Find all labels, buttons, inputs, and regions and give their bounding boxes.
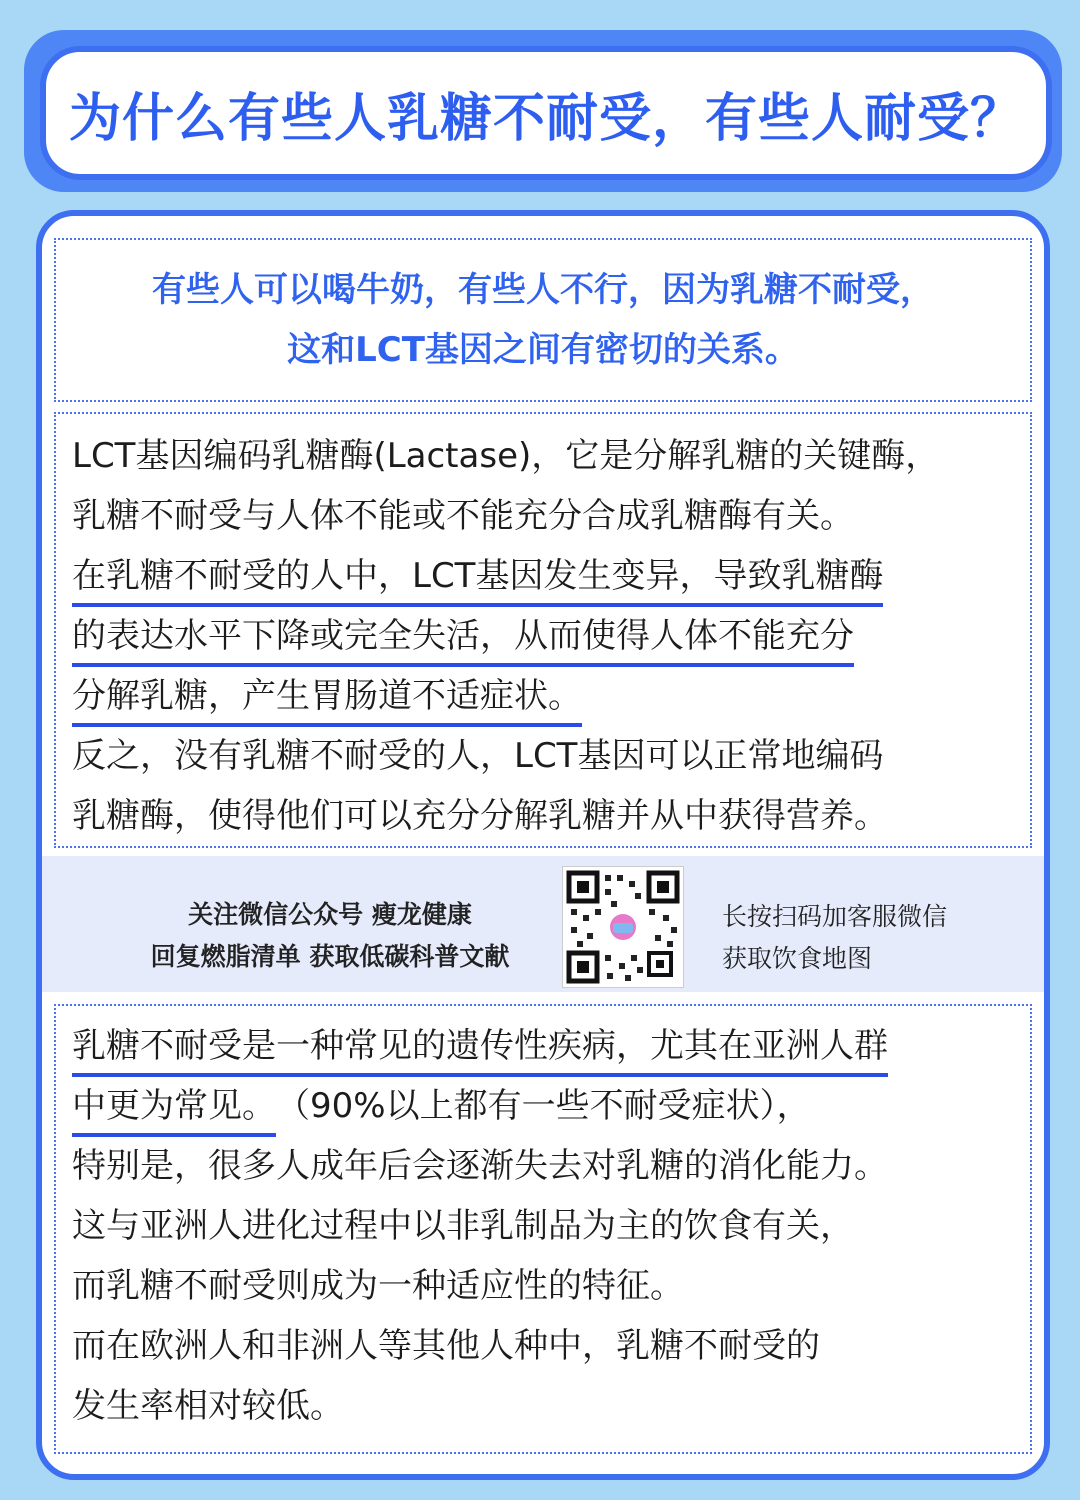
paragraph-line: 而在欧洲人和非洲人等其他人种中，乳糖不耐受的 [72,1326,820,1366]
promo-line: 获取饮食地图 [722,944,873,973]
highlighted-line: 在乳糖不耐受的人中，LCT基因发生变异，导致乳糖酶 [72,549,883,607]
promo-line: 关注微信公众号 瘦龙健康 [188,900,472,929]
highlighted-line: 乳糖不耐受是一种常见的遗传性疾病，尤其在亚洲人群 [72,1019,888,1077]
paragraph-line: 这与亚洲人进化过程中以非乳制品为主的饮食有关， [72,1206,854,1246]
intro-line: 这和LCT基因之间有密切的关系。 [287,330,799,370]
highlighted-line: 中更为常见。 [72,1079,276,1137]
title-card [40,46,1052,180]
paragraph-line: 特别是，很多人成年后会逐渐失去对乳糖的消化能力。 [72,1146,888,1186]
highlighted-line: 的表达水平下降或完全失活，从而使得人体不能充分 [72,609,854,667]
highlighted-line: 分解乳糖，产生胃肠道不适症状。 [72,669,582,727]
paragraph-line: LCT基因编码乳糖酶(Lactase)，它是分解乳糖的关键酶， [72,436,940,476]
promo-right-text [722,896,947,980]
promo-banner [42,856,1044,992]
paragraph-line: （90%以上都有一些不耐受症状）， [276,1086,811,1126]
page-title: 为什么有些人乳糖不耐受，有些人耐受？ [68,88,1023,149]
paragraph-line: 发生率相对较低。 [72,1386,344,1426]
intro-line: 有些人可以喝牛奶，有些人不行，因为乳糖不耐受， [152,270,934,310]
paragraph-line: 乳糖酶，使得他们可以充分分解乳糖并从中获得营养。 [72,796,888,836]
paragraph-line: 而乳糖不耐受则成为一种适应性的特征。 [72,1266,684,1306]
paragraph-line: 反之，没有乳糖不耐受的人，LCT基因可以正常地编码 [72,736,884,776]
promo-line: 回复燃脂清单 获取低碳科普文献 [150,942,510,971]
lct-gene-section [54,412,1032,848]
promo-line: 长按扫码加客服微信 [722,902,948,931]
paragraph-line: 乳糖不耐受与人体不能或不能充分合成乳糖酶有关。 [72,496,854,536]
content-card [36,210,1050,1480]
intro-section [54,238,1032,402]
qr-code-icon[interactable] [562,866,684,988]
promo-left-text [120,894,540,978]
lactose-intolerance-section [54,1004,1032,1454]
